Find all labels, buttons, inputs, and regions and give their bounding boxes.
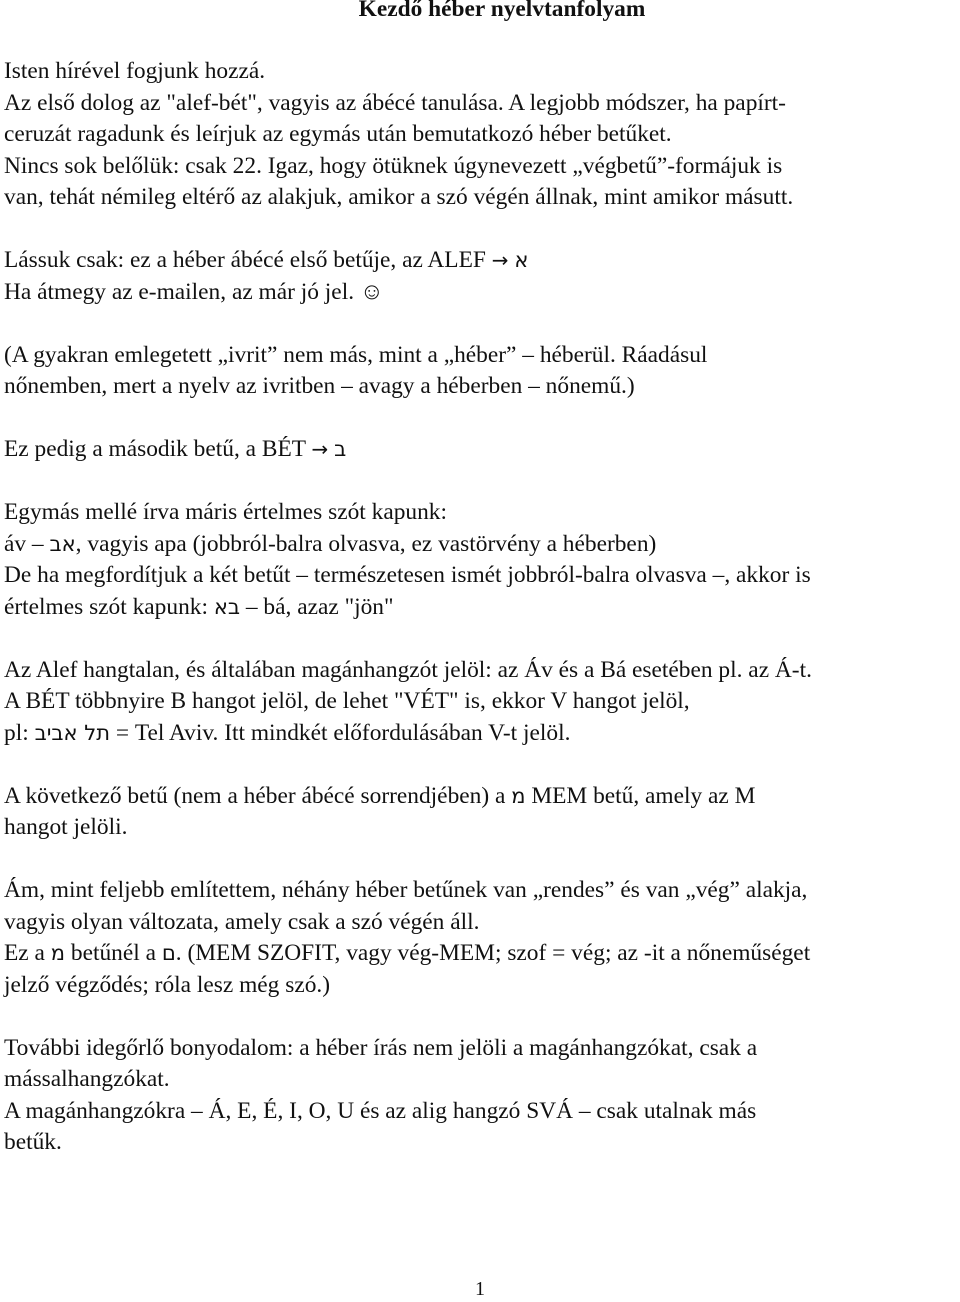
hebrew-letter-mem: מ: [511, 783, 526, 808]
text-line: De ha megfordítjuk a két betűt – természetesen ismét jobbról-balra olvasva –, akkor is: [4, 562, 811, 588]
text-line: hangot jelöli.: [4, 814, 128, 840]
hebrew-letter-final-mem: ם: [161, 941, 176, 965]
paragraph-intro: [4, 56, 956, 214]
text-line: Nincs sok belőlük: csak 22. Igaz, hogy ötüknek úgynevezett „végbetű”-formájuk is: [4, 152, 783, 179]
hebrew-word-ba: בא: [213, 594, 241, 619]
paragraph-mem: [4, 781, 956, 844]
text-line: (A gyakran emlegetett „ivrit” nem más, mint a „héber” – héberül. Ráadásul: [4, 341, 708, 368]
page-number: 1: [475, 1278, 485, 1300]
text-line: A következő betű (nem a héber ábécé sorrendjében) a מ MEM betű, amely az M: [4, 782, 756, 809]
text-line: Az első dolog az "alef-bét", vagyis az ábécé tanulása. A legjobb módszer, ha papírt-: [4, 89, 786, 116]
paragraph-vowels: [4, 1033, 956, 1159]
hebrew-letter-alef: א: [514, 248, 529, 272]
text-line: A BÉT többnyire B hangot jelöl, de lehet "VÉT" is, ekkor V hangot jelöl,: [4, 688, 690, 714]
text-line: Ez a מ betűnél a ם. (MEM SZOFIT, vagy vég-MEM; szof = vég; az -it a nőneműséget: [4, 940, 811, 966]
text-line: Egymás mellé írva máris értelmes szót kapunk:: [4, 499, 447, 525]
hebrew-letter-mem: מ: [50, 941, 66, 965]
text-line: Ez pedig a második betű, a BÉT → ב: [4, 436, 347, 462]
paragraph-pronunciation: [4, 655, 956, 750]
paragraph-bet: [4, 434, 956, 466]
paragraph-ivrit: [4, 340, 956, 403]
text-line: van, tehát némileg eltérő az alakjuk, amikor a szó végén állnak, mint amikor másutt.: [4, 184, 794, 210]
text-line: A magánhangzókra – Á, E, É, I, O, U és az alig hangzó SVÁ – csak utalnak más: [4, 1097, 757, 1124]
text-line: ceruzát ragadunk és leírjuk az egymás után bemutatkozó héber betűket.: [4, 121, 672, 147]
text-line: nőnemben, mert a nyelv az ivritben – avagy a héberben – nőnemű.): [4, 373, 635, 399]
paragraph-alef: [4, 245, 956, 308]
paragraph-gap: [4, 1001, 956, 1033]
text-line: Az Alef hangtalan, és általában magánhangzót jelöl: az Áv és a Bá esetében pl. az Á-t.: [4, 656, 812, 683]
text-line: Isten hírével fogjunk hozzá.: [4, 58, 266, 84]
paragraph-gap: [4, 844, 956, 876]
text-line: További idegőrlő bonyodalom: a héber írás nem jelöli a magánhangzókat, csak a: [4, 1034, 758, 1061]
paragraph-gap: [4, 749, 956, 781]
text-line: mássalhangzókat.: [4, 1066, 170, 1092]
hebrew-word-av: אב: [49, 531, 76, 556]
paragraph-gap: [4, 308, 956, 340]
text-line: jelző végződés; róla lesz még szó.): [4, 971, 331, 998]
document-body: [4, 56, 956, 1159]
paragraph-final-forms: [4, 875, 956, 1001]
paragraph-gap: [4, 623, 956, 655]
text-line: vagyis olyan változata, amely csak a szó végén áll.: [4, 908, 480, 935]
text-line: Ám, mint feljebb említettem, néhány héber betűnek van „rendes” és van „vég” alakja,: [4, 877, 808, 903]
page-title: Kezdő héber nyelvtanfolyam: [358, 0, 646, 22]
text-line: áv – אב, vagyis apa (jobbról-balra olvasva, ez vastörvény a héberben): [4, 530, 657, 557]
text-line: Lássuk csak: ez a héber ábécé első betűje, az ALEF → א: [4, 247, 529, 273]
arrow-right-icon: →: [311, 437, 329, 461]
hebrew-word-tel-aviv: תל אביב: [34, 720, 110, 745]
text-line: betűk.: [4, 1129, 62, 1155]
arrow-right-icon: →: [491, 248, 509, 272]
paragraph-words: [4, 497, 956, 623]
text-line: értelmes szót kapunk: בא – bá, azaz "jön": [4, 593, 394, 620]
paragraph-gap: [4, 466, 956, 498]
text-line: Ha átmegy az e-mailen, az már jó jel. ☺: [4, 278, 384, 305]
paragraph-gap: [4, 214, 956, 246]
paragraph-gap: [4, 403, 956, 435]
hebrew-letter-bet: ב: [334, 437, 347, 461]
text-line: pl: תל אביב = Tel Aviv. Itt mindkét előfordulásában V-t jelöl.: [4, 719, 571, 746]
